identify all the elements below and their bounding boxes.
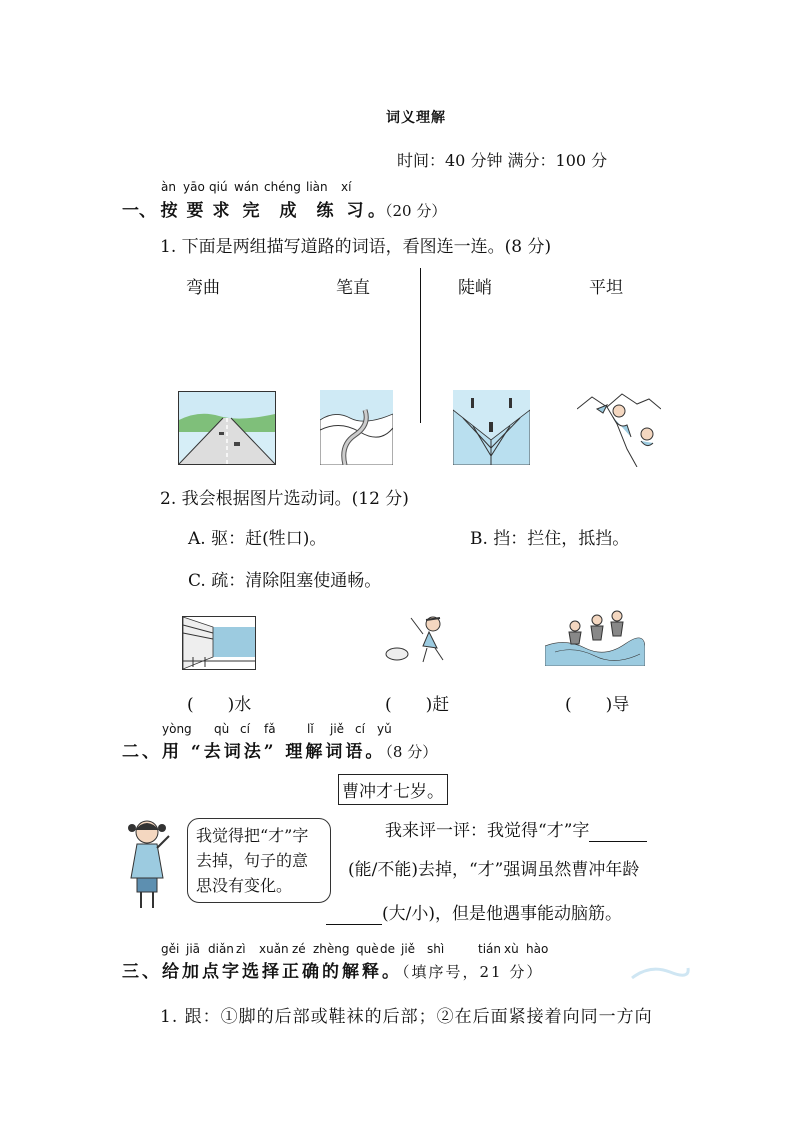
section1-heading xyxy=(122,196,446,221)
heading-char: 求 xyxy=(212,201,230,221)
heading-tail: 。 xyxy=(382,962,402,982)
word-wanqu: 弯曲 xyxy=(186,278,220,298)
pinyin: diǎn xyxy=(208,942,234,956)
girl-illustration xyxy=(123,816,173,914)
heading-char: 按 xyxy=(160,201,178,221)
pinyin: xù xyxy=(504,942,519,956)
question-2: 2. 我会根据图片选动词。(12 分) xyxy=(160,489,409,509)
pinyin: jiā xyxy=(186,942,201,956)
section-score: （8 分） xyxy=(385,743,438,761)
pinyin: hào xyxy=(526,942,549,956)
blank-gan[interactable]: ( )赶 xyxy=(385,695,450,715)
speech-bubble: 我觉得把“才”字去掉，句子的意思没有变化。 xyxy=(187,818,331,903)
watermark-decoration xyxy=(630,960,690,984)
flood-work-image xyxy=(545,602,645,666)
heading-char: 练 xyxy=(316,201,334,221)
pinyin: què xyxy=(356,942,379,956)
pinyin: yòng xyxy=(162,722,192,736)
heading-text: 用 “去词法” 理解词语 xyxy=(162,742,366,762)
section-number: 二、 xyxy=(122,742,162,762)
pinyin: gěi xyxy=(161,942,180,956)
pinyin: xuǎn xyxy=(259,942,289,956)
pinyin: qiú xyxy=(209,180,228,194)
pinyin: cí xyxy=(240,722,250,736)
evaluation-line-2: (能/不能)去掉，“才”强调虽然曹冲年龄 xyxy=(348,860,640,880)
word-douqiao: 陡峭 xyxy=(458,278,492,298)
heading-char: 习 xyxy=(346,201,364,221)
blank-dao[interactable]: ( )导 xyxy=(565,695,630,715)
option-b: B. 挡：拦住，抵挡。 xyxy=(470,529,630,549)
pinyin: yǔ xyxy=(377,722,392,736)
option-c: C. 疏：清除阻塞使通畅。 xyxy=(188,571,382,591)
pinyin: qù xyxy=(214,722,230,736)
pinyin: de xyxy=(380,942,395,956)
herding-image xyxy=(383,610,463,668)
question-1: 1. 下面是两组描写道路的词语，看图连一连。(8 分) xyxy=(160,237,552,257)
evaluation-line-1 xyxy=(385,816,647,842)
time-info: 时间：40 分钟 满分：100 分 xyxy=(397,151,608,170)
section-number: 三、 xyxy=(122,962,162,982)
heading-char: 成 xyxy=(279,201,297,221)
word-pingtan: 平坦 xyxy=(589,278,623,298)
page-title: 词义理解 xyxy=(386,110,446,126)
evaluation-text: (大/小)，但是他遇事能动脑筋。 xyxy=(382,904,622,924)
answer-blank[interactable] xyxy=(589,821,647,842)
pinyin: tián xyxy=(478,942,501,956)
heading-char: 要 xyxy=(186,201,204,221)
pinyin: fǎ xyxy=(264,722,276,736)
pinyin: liàn xyxy=(306,180,328,194)
example-sentence: 曹冲才七岁。 xyxy=(338,774,448,805)
heading-char: 完 xyxy=(242,201,260,221)
vertical-divider xyxy=(420,268,421,423)
section-score: （20 分） xyxy=(385,202,447,220)
section3-question-1: 1. 跟：①脚的后部或鞋袜的后部；②在后面紧接着向同一方向 xyxy=(160,1007,653,1027)
pinyin: cí xyxy=(355,722,365,736)
word-bizhi: 笔直 xyxy=(336,278,370,298)
section-score: （填序号，21 分） xyxy=(402,963,544,981)
pinyin: lǐ xyxy=(307,722,314,736)
pinyin: zé xyxy=(292,942,306,956)
dam-image xyxy=(182,616,256,670)
heading-tail: 。 xyxy=(365,742,386,762)
evaluation-line-3 xyxy=(326,899,622,925)
evaluation-text: 我来评一评：我觉得“才”字 xyxy=(385,821,590,841)
pinyin: jiě xyxy=(401,942,416,956)
section2-heading xyxy=(122,737,437,762)
heading-text: 给加点字选择正确的解释 xyxy=(162,962,382,982)
heading-tail: 。 xyxy=(368,201,385,221)
pinyin: yāo xyxy=(183,180,205,194)
winding-wall-image xyxy=(320,390,393,465)
stairs-image xyxy=(453,390,530,465)
answer-blank[interactable] xyxy=(326,904,382,925)
pinyin: zì xyxy=(236,942,246,956)
straight-road-image xyxy=(178,391,276,465)
pinyin: àn xyxy=(161,180,176,194)
option-a: A. 驱：赶(牲口)。 xyxy=(188,529,327,549)
section-number: 一、 xyxy=(122,201,156,221)
pinyin: zhèng xyxy=(313,942,350,956)
pinyin: shì xyxy=(427,942,445,956)
climbers-image xyxy=(577,389,661,467)
pinyin: jiě xyxy=(330,722,345,736)
pinyin: chéng xyxy=(264,180,301,194)
section3-heading xyxy=(122,957,543,982)
blank-shui[interactable]: ( )水 xyxy=(187,695,252,715)
pinyin: xí xyxy=(341,180,352,194)
pinyin: wán xyxy=(234,180,259,194)
